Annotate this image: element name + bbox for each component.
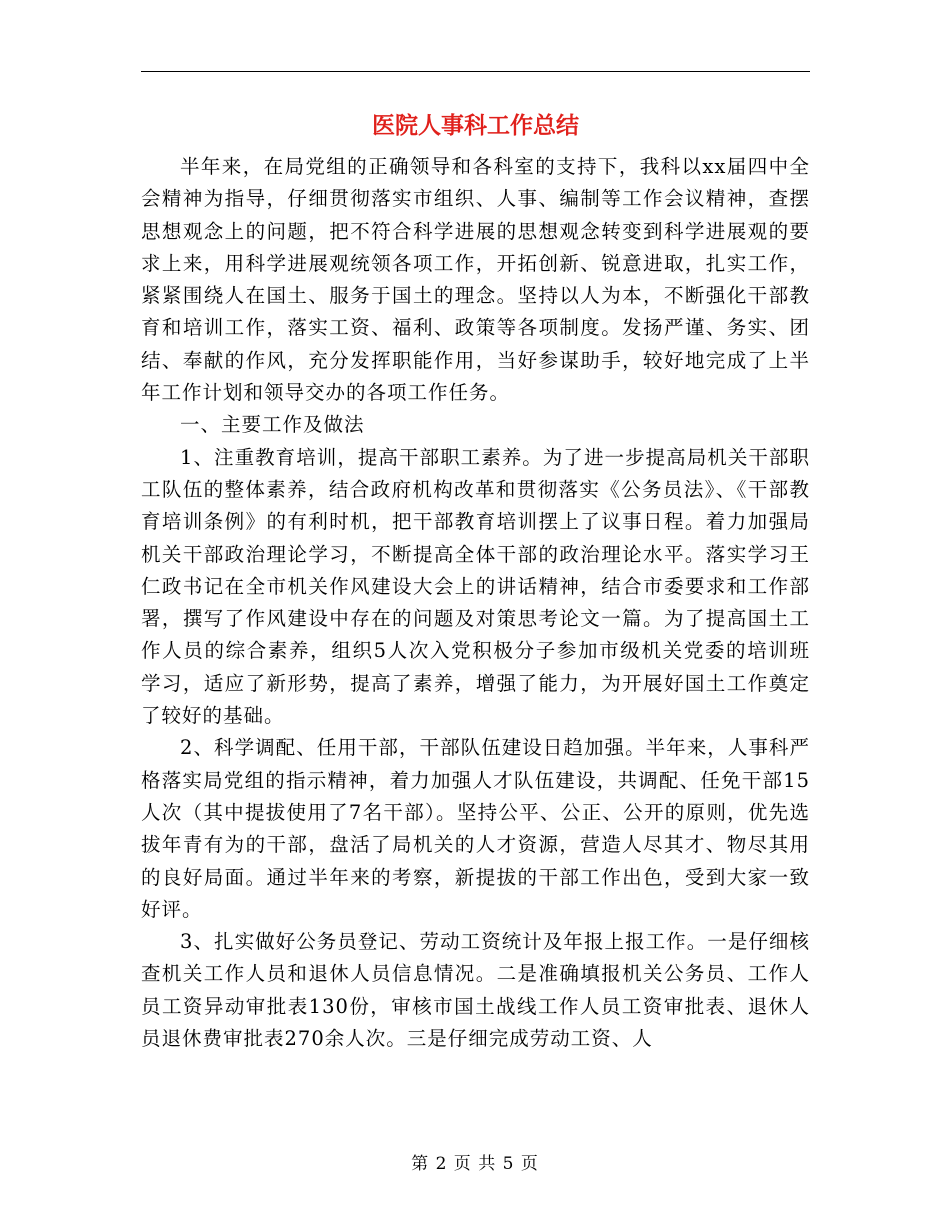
section-heading-main-work: 一、主要工作及做法 — [180, 413, 365, 437]
header-rule — [141, 71, 810, 72]
page-footer — [0, 1152, 950, 1176]
document-body — [141, 151, 810, 1055]
paragraph-intro: 半年来，在局党组的正确领导和各科室的支持下，我科以xx届四中全会精神为指导，仔细贯彻落实市组织、人事、编制等工作会议精神，查摆思想观念上的问题，把不符合科学进展的思想观念转变到科学进展观的要求上来，用科学进展观统领各项工作，开拓创新、锐意进取，扎实工作，紧紧围绕人在国土、服务于国土的理念。坚持以人为本，不断强化干部教育和培训工作，落实工资、福利、政策等各项制度。发扬严谨、务实、团结、奉献的作风，充分发挥职能作用，当好参谋助手，较好地完成了上半年工作计划和领导交办的各项工作任务。 — [141, 155, 810, 405]
paragraph-item-1-training: 1、注重教育培训，提高干部职工素养。为了进一步提高局机关干部职工队伍的整体素养，结合政府机构改革和贯彻落实《公务员法》、《干部教育培训条例》的有利时机，把干部教育培训摆上了议事日程。着力加强局机关干部政治理论学习，不断提高全体干部的政治理论水平。落实学习王仁政书记在全市机关作风建设大会上的讲话精神，结合市委要求和工作部署，撰写了作风建设中存在的问题及对策思考论文一篇。为了提高国土工作人员的综合素养，组织5人次入党积极分子参加市级机关党委的培训班学习，适应了新形势，提高了素养，增强了能力，为开展好国土工作奠定了较好的基础。 — [141, 445, 810, 728]
page-number-label: 第 2 页 共 5 页 — [411, 1154, 539, 1174]
document-title: 医院人事科工作总结 — [372, 112, 579, 139]
paragraph-item-3-registration: 3、扎实做好公务员登记、劳动工资统计及年报上报工作。一是仔细核查机关工作人员和退休人员信息情况。二是准确填报机关公务员、工作人员工资异动审批表130份，审核市国土战线工作人员工资审批表、退休人员退休费审批表270余人次。三是仔细完成劳动工资、人 — [141, 930, 810, 1051]
paragraph-item-2-cadres: 2、科学调配、任用干部，干部队伍建设日趋加强。半年来，人事科严格落实局党组的指示精神，着力加强人才队伍建设，共调配、任免干部15人次（其中提拔使用了7名干部）。坚持公平、公正、公开的原则，优先选拔年青有为的干部，盘活了局机关的人才资源，营造人尽其才、物尽其用的良好局面。通过半年来的考察，新提拔的干部工作出色，受到大家一致好评。 — [141, 736, 810, 921]
